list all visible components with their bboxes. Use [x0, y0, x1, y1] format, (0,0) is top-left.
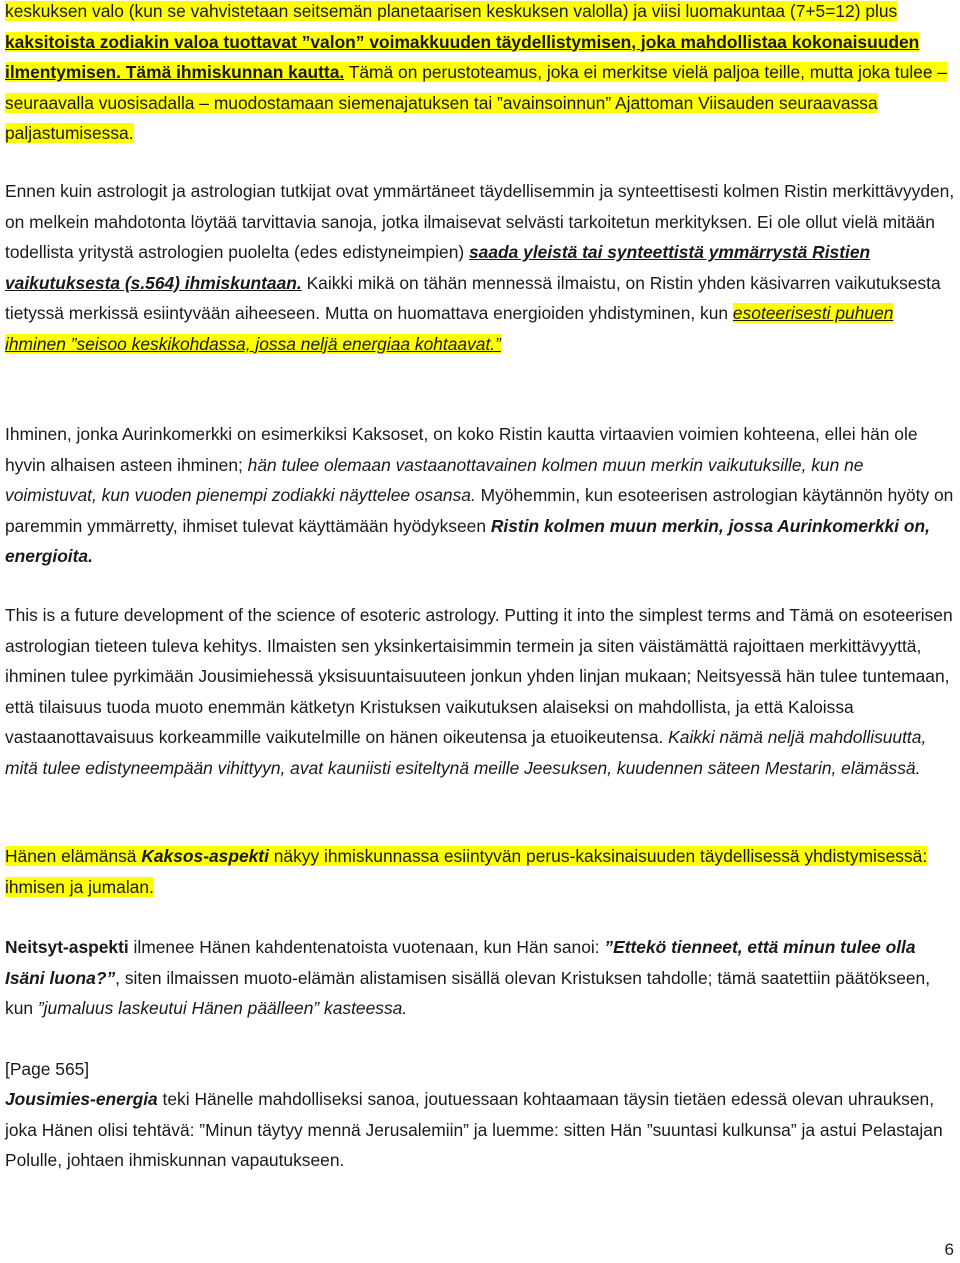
page-marker: [5, 1054, 957, 1085]
text-run: ”jumaluus laskeutui Hänen päälleen” kasteessa.: [37, 998, 408, 1018]
text-run: This is a future development of the science of esoteric astrology. Putting it into the simplest terms and Tämä on esoteerisen astrologian tieteen tuleva kehitys. Ilmaisten sen yksinkertaisimmin termein ja siten väistämättä rajoittaen merkittävyyttä, ihminen tulee pyrkimään Jousimiehessä yksisuuntaisuuteen jonkun yhden linjan mukaan; Neitsyessä hän tulee tuntemaan, että tilaisuus tuoda muoto enemmän kätketyn Kristuksen vaikutuksen alaiseksi on mahdollista, ja että Kaloissa vastaanottavaisuus korkeammille vaikutelmille on hänen oikeutensa ja etuoikeutensa.: [5, 605, 953, 747]
text-run: ”Ettekö tienneet, että minun tulee olla Isäni luona?”: [5, 937, 916, 988]
text-run: Ihminen, jonka Aurinkomerkki on esimerkiksi Kaksoset, on koko Ristin kautta virtaavien voimien kohteena, ellei hän ole hyvin alhaisen asteen ihminen;: [5, 424, 918, 475]
text-run: ihmiset tulevat käyttämään hyödykseen: [177, 515, 491, 536]
text-run: esoteerisesti puhuen ihminen ”seisoo keskikohdassa, jossa neljä energiaa kohtaavat.”: [5, 303, 894, 354]
paragraph-human-gemini: [5, 419, 957, 572]
text-run: hän tulee olemaan vastaanottavainen kolmen muun merkin vaikutuksille, kun ne voimistuvat, kun vuoden pienempi zodiakki näyttelee osansa.: [5, 454, 864, 505]
paragraph-virgo-aspect: [5, 932, 957, 1024]
paragraph-sagittarius-energy: [5, 1084, 957, 1176]
text-run: Kaikki mikä on tähän mennessä ilmaistu, on Ristin yhden käsivarren vaikutuksesta tietyssä merkissä esiintyvään aiheeseen. Mutta on huomattava energioiden yhdistyminen, kun: [5, 272, 941, 323]
paragraph-future-development: [5, 600, 957, 783]
text-run: Hänen elämänsä: [5, 846, 142, 866]
text-run: Kaksos-aspekti: [141, 846, 269, 866]
text-run: keskuksen valo (kun se vahvistetaan seitsemän planetaarisen keskuksen valolla) ja viisi luomakuntaa (7+5=12): [5, 1, 866, 21]
text-run: ,: [172, 515, 178, 536]
text-run: [Page 565]: [5, 1059, 90, 1079]
text-run: kaksitoista zodiakin valoa tuottavat ”valon” voimakkuuden täydellistymisen, joka mahdollistaa kokonaisuuden ilmentymisen. Tämä ihmiskunnan kautta.: [5, 31, 920, 82]
paragraph-zodiac-lights: [5, 0, 957, 149]
text-run: paremmin ymmärretty: [5, 515, 173, 536]
text-run: Jousimies-energia: [5, 1089, 158, 1109]
text-run: Ennen kuin astrologit ja astrologian tutkijat ovat ymmärtäneet täydellisemmin ja synteettisesti kolmen Ristin merkittävyyden, on melkein mahdotonta löytää tarvittavia sanoja, jotka ilmaisevat selvästi tarkoitetun merkityksen. Ei ole ollut vielä mitään todellista yritystä astrologien puolelta (edes edistyneimpien): [5, 181, 955, 262]
text-run: Neitsyt-aspekti: [5, 937, 129, 957]
text-run: teki Hänelle mahdolliseksi sanoa, joutuessaan kohtaamaan täysin tietäen edessä olevan uhrauksen, joka Hänen olisi tehtävä: ”Minun täytyy mennä Jerusalemiin” ja luemme: sitten Hän ”suuntasi kulkunsa” ja astui Pelastajan Polulle, johtaen ihmiskunnan vapautukseen.: [5, 1089, 943, 1170]
text-run: Tämä on perustoteamus, joka ei merkitse vielä paljoa teille, mutta joka tulee – seuraavalla vuosisadalla – muodostamaan siemenajatuksen tai ”avainsoinnun” Ajattoman Viisauden seuraavassa paljastumisessa.: [5, 62, 948, 143]
text-run: saada yleistä tai synteettistä ymmärrystä Ristien vaikutuksesta (s.564) ihmiskuntaan.: [5, 242, 871, 293]
text-run: ilmenee Hänen kahdentenatoista vuotenaan, kun Hän sanoi:: [128, 937, 605, 957]
text-run: Ristin kolmen muun merkin, jossa Aurinkomerkki on, energioita.: [5, 515, 930, 566]
text-run: näkyy ihmiskunnassa esiintyvän perus-kaksinaisuuden täydellisessä yhdistymisessä: ihmisen ja jumalan.: [5, 846, 928, 897]
paragraph-gemini-aspect: [5, 841, 957, 902]
text-run: Myöhemmin, kun esoteerisen astrologian käytännön hyöty on: [475, 485, 954, 505]
text-run: , siten ilmaissen muoto-elämän alistamisen sisällä olevan Kristuksen tahdolle; tämä saatettiin päätökseen, kun: [5, 967, 931, 1018]
paragraph-astrologers: [5, 176, 957, 359]
page-number: 6: [944, 1240, 954, 1259]
text-run: Kaikki nämä neljä mahdollisuutta, mitä tulee edistyneempään vihittyyn, avat kauniisti esiteltynä meille Jeesuksen, kuudennen säteen Mestarin, elämässä.: [5, 727, 927, 778]
text-run: plus: [865, 1, 898, 21]
